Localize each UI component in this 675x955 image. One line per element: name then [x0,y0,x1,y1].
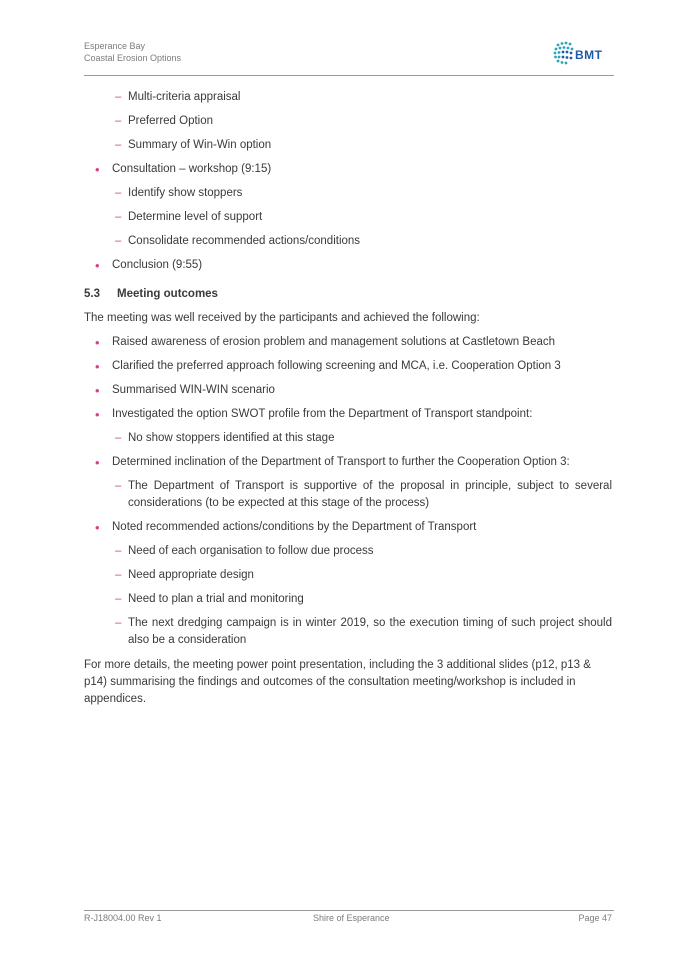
sub-bullet-item: – Consolidate recommended actions/conditions [84,233,612,250]
sub-bullet-item: – Summary of Win-Win option [84,137,612,154]
footer-page-number: Page 47 [578,913,612,923]
bullet-item: • Determined inclination of the Department of Transport to further the Cooperation Option 3: [84,454,612,471]
bullet-item: • Raised awareness of erosion problem and management solutions at Castletown Beach [84,334,612,351]
document-title-block [84,40,614,64]
bullet-item: • Clarified the preferred approach following screening and MCA, i.e. Cooperation Option 3 [84,358,612,375]
bmt-logo [552,40,612,68]
outcomes-list [84,334,612,649]
header-project-name: Esperance Bay [84,41,146,51]
sub-bullet-item: – The next dredging campaign is in winter 2019, so the execution timing of such project should also be a consideration [84,615,612,649]
sub-bullet-item: – Need of each organisation to follow due process [84,543,612,560]
footer-client: Shire of Esperance [313,913,390,923]
sub-bullet-item: – Preferred Option [84,113,612,130]
sub-bullet-item: – Need appropriate design [84,567,612,584]
section-intro: The meeting was well received by the participants and achieved the following: [84,312,480,324]
bullet-item: • Summarised WIN-WIN scenario [84,382,612,399]
section-heading [84,286,612,303]
bullet-item: • Conclusion (9:55) [84,257,612,274]
sub-bullet-item: – The Department of Transport is supportive of the proposal in principle, subject to several considerations (to be expected at this stage of the process) [84,478,612,512]
page-header [84,40,614,76]
sub-bullet-item: – Need to plan a trial and monitoring [84,591,612,608]
footer-report-number: R-J18004.00 Rev 1 [84,913,162,923]
section-title: Meeting outcomes [117,288,218,300]
bullet-item: • Investigated the option SWOT profile from the Department of Transport standpoint: [84,406,612,423]
bmt-globe-icon [552,40,576,66]
page-body [84,82,612,708]
sub-bullet-item: – Multi-criteria appraisal [84,89,612,106]
sub-bullet-item: – Determine level of support [84,209,612,226]
bmt-logo-text: BMT [575,48,603,62]
bullet-item: • Consultation – workshop (9:15) [84,161,612,178]
footer-divider [84,910,614,911]
sub-bullet-item: – No show stoppers identified at this stage [84,430,612,447]
agenda-list [84,89,612,274]
section-number: 5.3 [84,288,100,300]
header-divider [84,75,614,76]
closing-paragraph: For more details, the meeting power point presentation, including the 3 additional slides (p12, p13 & p14) summarising the findings and outcomes of the consultation meeting/workshop is included in appendices. [84,659,591,705]
header-report-title: Coastal Erosion Options [84,53,182,63]
bullet-item: • Noted recommended actions/conditions by the Department of Transport [84,519,612,536]
sub-bullet-item: – Identify show stoppers [84,185,612,202]
